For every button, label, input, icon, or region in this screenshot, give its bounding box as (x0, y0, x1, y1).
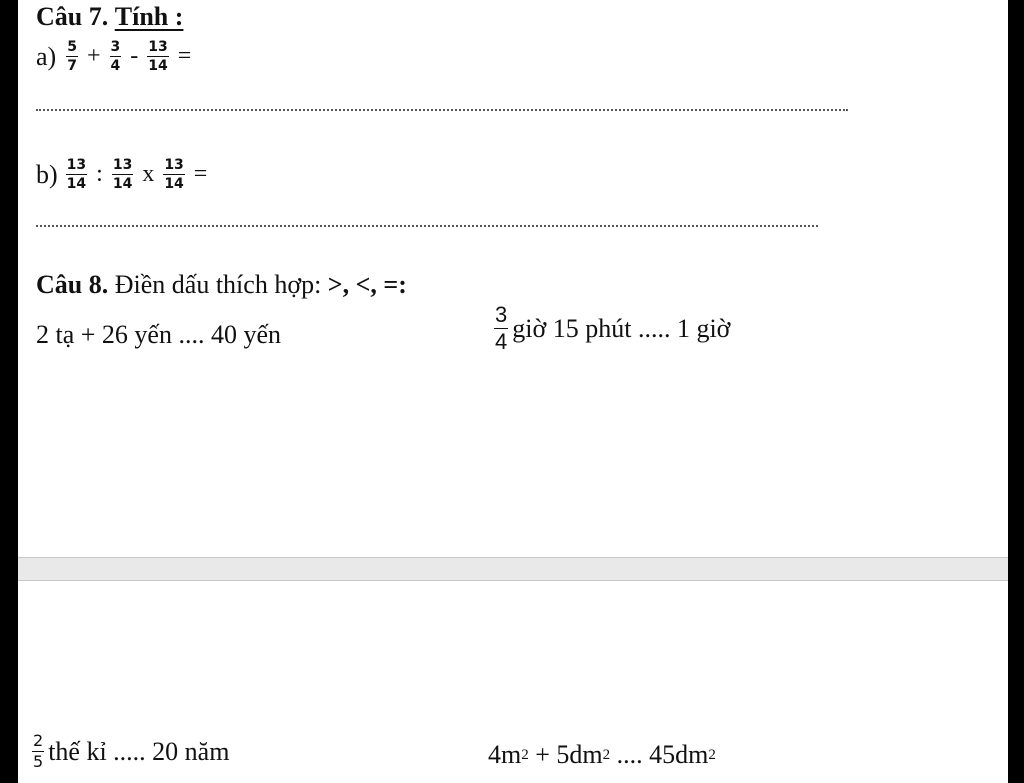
comparison-item-1: 2 tạ + 26 yến .... 40 yến (36, 320, 282, 349)
answer-line-7b (36, 225, 818, 227)
equals-sign: = (177, 43, 192, 69)
question-8-signs: >, <, =: (327, 270, 407, 299)
operator-divide: : (96, 161, 103, 187)
page-break-gap (18, 557, 1008, 581)
operator-multiply: x (142, 161, 155, 187)
fraction-7a-1: $\frac{5}{7}$ (67, 39, 77, 74)
question-7b-label: b) (36, 159, 58, 189)
comparison-item-2 (494, 304, 730, 353)
question-7-heading (36, 2, 183, 32)
question-7-number: Câu 7. (36, 2, 109, 31)
comparison-item-2-text: giờ 15 phút ..... 1 giờ (512, 313, 731, 343)
fraction-two-fifths: $\frac{2}{5}$ (33, 731, 44, 771)
fraction-three-quarters: $\frac{3}{4}$ (495, 302, 508, 354)
question-7a (36, 40, 196, 73)
fraction-7a-2: $\frac{3}{4}$ (110, 39, 121, 74)
question-7-title: Tính : (114, 2, 184, 31)
operator-plus: + (86, 43, 101, 69)
fraction-7b-3: $\frac{13}{14}$ (164, 157, 184, 192)
question-8-number: Câu 8. (36, 270, 109, 299)
answer-line-7a (36, 109, 848, 111)
fraction-7b-1: $\frac{13}{14}$ (66, 157, 87, 192)
comparison-item-4: 4m 2 + 5dm 2 .... 45dm 2 (488, 740, 716, 769)
comparison-item-3-text: thế kỉ ..... 20 năm (48, 736, 230, 766)
comparison-item-3 (32, 733, 229, 770)
question-7b (36, 158, 212, 191)
question-8-title: Điền dấu thích hợp: (114, 270, 322, 299)
equals-sign: = (193, 161, 208, 187)
fraction-7b-2: $\frac{13}{14}$ (112, 157, 133, 192)
fraction-7a-3: $\frac{13}{14}$ (148, 39, 168, 74)
question-7a-label: a) (36, 41, 57, 71)
operator-minus: - (130, 43, 139, 69)
question-8-heading (36, 270, 407, 300)
